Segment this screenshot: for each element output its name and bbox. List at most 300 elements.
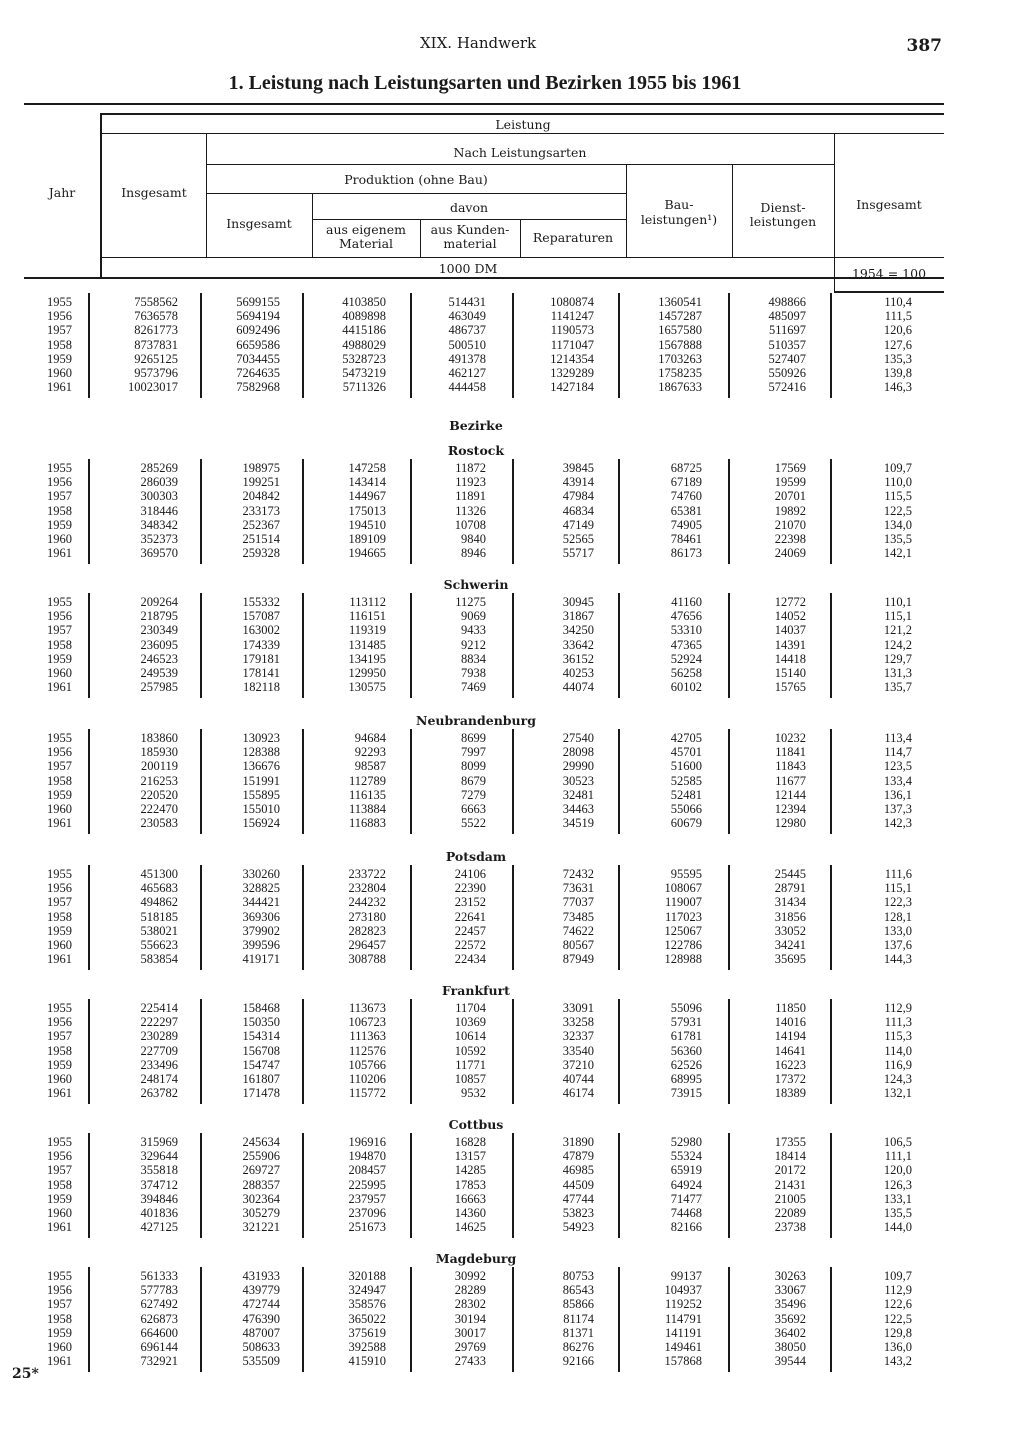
column-divider <box>830 865 832 970</box>
cell-reparaturen: 34250 <box>562 623 594 638</box>
cell-dienstleistungen: 20701 <box>774 489 806 504</box>
cell-eigenem-material: 237957 <box>348 1191 386 1206</box>
col-produktion: Produktion (ohne Bau) <box>344 172 488 187</box>
cell-prod-insgesamt: 171478 <box>242 1086 280 1101</box>
cell-dienstleistungen: 19892 <box>774 503 806 518</box>
cell-bauleistungen: 61781 <box>670 1029 702 1044</box>
cell-reparaturen: 27540 <box>562 731 594 745</box>
cell-index: 115,3 <box>884 1029 912 1044</box>
cell-insgesamt: 329644 <box>140 1149 178 1164</box>
column-divider <box>200 865 202 970</box>
cell-prod-insgesamt: 321221 <box>242 1220 280 1235</box>
cell-dienstleistungen: 35692 <box>774 1311 806 1326</box>
col-bau-line2: leistungen¹) <box>640 212 718 227</box>
cell-bauleistungen: 60679 <box>670 816 702 831</box>
column-divider <box>512 729 514 834</box>
cell-prod-insgesamt: 476390 <box>242 1311 280 1326</box>
cell-year: 1960 <box>47 802 72 816</box>
cell-insgesamt: 7636578 <box>134 309 178 324</box>
cell-eigenem-material: 113884 <box>348 802 386 816</box>
cell-eigenem-material: 129950 <box>348 666 386 680</box>
cell-year: 1955 <box>47 295 72 309</box>
column-divider <box>830 1267 832 1372</box>
cell-index: 114,7 <box>884 745 912 760</box>
cell-insgesamt: 263782 <box>140 1086 178 1101</box>
cell-insgesamt: 494862 <box>140 895 178 910</box>
cell-eigenem-material: 4103850 <box>342 295 386 309</box>
cell-kunden-material: 462127 <box>448 366 486 380</box>
unit-top-rule <box>102 257 944 258</box>
page-number: 387 <box>906 36 942 56</box>
cell-index: 133,0 <box>883 923 912 938</box>
cell-prod-insgesamt: 255906 <box>242 1149 280 1164</box>
cell-insgesamt: 627492 <box>140 1297 178 1312</box>
cell-dienstleistungen: 550926 <box>768 366 806 380</box>
cell-eigenem-material: 194665 <box>348 546 386 561</box>
cell-index: 133,4 <box>883 773 912 788</box>
cell-reparaturen: 30523 <box>562 773 594 788</box>
bezirk-name: Neubrandenburg <box>416 713 536 728</box>
cell-reparaturen: 86543 <box>562 1283 594 1298</box>
column-divider <box>830 459 832 564</box>
cell-bauleistungen: 1657580 <box>658 323 702 338</box>
cell-kunden-material: 10857 <box>454 1072 486 1086</box>
cell-kunden-material: 11326 <box>455 503 486 518</box>
chapter-title: XIX. Handwerk <box>420 34 537 52</box>
cell-prod-insgesamt: 178141 <box>242 666 280 680</box>
cell-eigenem-material: 5473219 <box>342 366 386 380</box>
cell-dienstleistungen: 498866 <box>768 295 806 309</box>
cell-index: 109,7 <box>883 1269 912 1283</box>
cell-year: 1960 <box>47 666 72 680</box>
unit-dm: 1000 DM <box>438 261 498 276</box>
cell-insgesamt: 209264 <box>140 595 178 609</box>
cell-insgesamt: 583854 <box>140 952 178 967</box>
column-divider <box>410 729 412 834</box>
cell-dienstleistungen: 11850 <box>775 1001 806 1015</box>
cell-kunden-material: 7938 <box>461 666 486 680</box>
cell-dienstleistungen: 16223 <box>774 1057 806 1072</box>
cell-kunden-material: 7279 <box>461 787 486 802</box>
cell-index: 106,5 <box>883 1135 912 1149</box>
cell-kunden-material: 10614 <box>454 1029 486 1044</box>
cell-eigenem-material: 225995 <box>348 1177 386 1192</box>
cell-bauleistungen: 55066 <box>670 802 702 816</box>
cell-prod-insgesamt: 198975 <box>242 461 280 475</box>
cell-bauleistungen: 104937 <box>664 1283 702 1298</box>
cell-year: 1959 <box>47 1191 72 1206</box>
cell-kunden-material: 30017 <box>454 1325 486 1340</box>
signature-mark: 25* <box>12 1366 39 1382</box>
cell-reparaturen: 30945 <box>562 595 594 609</box>
cell-year: 1958 <box>47 773 72 788</box>
cell-reparaturen: 87949 <box>562 952 594 967</box>
cell-dienstleistungen: 39544 <box>774 1354 806 1369</box>
cell-bauleistungen: 57931 <box>670 1015 702 1030</box>
cell-index: 120,0 <box>883 1163 912 1178</box>
cell-reparaturen: 28098 <box>562 745 594 760</box>
cell-kunden-material: 16828 <box>454 1135 486 1149</box>
cell-bauleistungen: 1457287 <box>658 309 702 324</box>
col-reparaturen: Reparaturen <box>532 230 614 245</box>
column-divider <box>728 1267 730 1372</box>
cell-eigenem-material: 175013 <box>348 503 386 518</box>
cell-dienstleistungen: 18389 <box>774 1086 806 1101</box>
cell-kunden-material: 11771 <box>455 1057 486 1072</box>
cell-index: 139,8 <box>883 366 912 380</box>
cell-insgesamt: 200119 <box>140 759 178 774</box>
cell-dienstleistungen: 30263 <box>774 1269 806 1283</box>
cell-dienstleistungen: 12980 <box>774 816 806 831</box>
cell-reparaturen: 32337 <box>562 1029 594 1044</box>
cell-kunden-material: 13157 <box>454 1149 486 1164</box>
cell-prod-insgesamt: 155332 <box>242 595 280 609</box>
bezirke-heading: Bezirke <box>449 418 503 433</box>
unit-bottom-rule <box>24 277 944 279</box>
dienst-divider <box>834 134 835 257</box>
cell-index: 144,0 <box>883 1220 912 1235</box>
column-divider <box>618 459 620 564</box>
cell-bauleistungen: 64924 <box>670 1177 702 1192</box>
cell-insgesamt: 246523 <box>140 651 178 666</box>
cell-eigenem-material: 273180 <box>348 909 386 924</box>
cell-year: 1956 <box>47 1283 72 1298</box>
cell-reparaturen: 44509 <box>562 1177 594 1192</box>
cell-eigenem-material: 233722 <box>348 867 386 881</box>
cell-kunden-material: 8679 <box>461 773 486 788</box>
cell-kunden-material: 11872 <box>455 461 486 475</box>
cell-dienstleistungen: 12144 <box>774 787 806 802</box>
cell-insgesamt: 248174 <box>140 1072 178 1086</box>
cell-prod-insgesamt: 179181 <box>242 651 280 666</box>
cell-prod-insgesamt: 7034455 <box>236 351 280 366</box>
cell-index: 136,0 <box>883 1340 912 1354</box>
cell-prod-insgesamt: 5694194 <box>236 309 280 324</box>
column-divider <box>200 459 202 564</box>
cell-bauleistungen: 117023 <box>664 909 702 924</box>
cell-eigenem-material: 375619 <box>348 1325 386 1340</box>
cell-bauleistungen: 42705 <box>670 731 702 745</box>
column-divider <box>618 1267 620 1372</box>
cell-insgesamt: 626873 <box>140 1311 178 1326</box>
cell-reparaturen: 34519 <box>562 816 594 831</box>
cell-eigenem-material: 194870 <box>348 1149 386 1164</box>
cell-year: 1956 <box>47 609 72 624</box>
cell-reparaturen: 33091 <box>562 1001 594 1015</box>
cell-bauleistungen: 55096 <box>670 1001 702 1015</box>
cell-bauleistungen: 71477 <box>670 1191 702 1206</box>
cell-index: 122,3 <box>883 895 912 910</box>
table-header <box>24 103 944 293</box>
cell-bauleistungen: 149461 <box>664 1340 702 1354</box>
cell-year: 1959 <box>47 1057 72 1072</box>
cell-prod-insgesamt: 330260 <box>242 867 280 881</box>
cell-kunden-material: 463049 <box>448 309 486 324</box>
cell-bauleistungen: 45701 <box>670 745 702 760</box>
cell-eigenem-material: 113673 <box>348 1001 386 1015</box>
cell-bauleistungen: 114791 <box>664 1311 702 1326</box>
cell-eigenem-material: 5711326 <box>342 380 386 395</box>
cell-insgesamt: 300303 <box>140 489 178 504</box>
cell-insgesamt: 257985 <box>140 680 178 695</box>
cell-eigenem-material: 116151 <box>348 609 386 624</box>
cell-index: 137,3 <box>883 802 912 816</box>
cell-year: 1958 <box>47 337 72 352</box>
cell-year: 1959 <box>47 351 72 366</box>
column-divider <box>728 593 730 698</box>
cell-eigenem-material: 282823 <box>348 923 386 938</box>
column-divider <box>200 593 202 698</box>
cell-kunden-material: 9532 <box>461 1086 486 1101</box>
cell-kunden-material: 5522 <box>461 816 486 831</box>
cell-prod-insgesamt: 151991 <box>242 773 280 788</box>
col-jahr: Jahr <box>48 185 76 200</box>
column-divider <box>512 459 514 564</box>
cell-reparaturen: 46174 <box>562 1086 594 1101</box>
cell-kunden-material: 22641 <box>454 909 486 924</box>
col-nach-leistungsarten: Nach Leistungsarten <box>453 145 587 160</box>
cell-eigenem-material: 4089898 <box>342 309 386 324</box>
column-divider <box>410 1133 412 1238</box>
column-divider <box>302 729 304 834</box>
cell-bauleistungen: 60102 <box>670 680 702 695</box>
cell-year: 1958 <box>47 1311 72 1326</box>
cell-year: 1955 <box>47 731 72 745</box>
cell-dienstleistungen: 34241 <box>774 938 806 952</box>
cell-eigenem-material: 208457 <box>348 1163 386 1178</box>
cell-index: 122,5 <box>883 503 912 518</box>
cell-kunden-material: 7469 <box>461 680 486 695</box>
cell-insgesamt: 518185 <box>140 909 178 924</box>
cell-eigenem-material: 358576 <box>348 1297 386 1312</box>
cell-dienstleistungen: 23738 <box>774 1220 806 1235</box>
column-divider <box>728 1133 730 1238</box>
cell-year: 1957 <box>47 1029 72 1044</box>
cell-reparaturen: 32481 <box>562 787 594 802</box>
cell-eigenem-material: 415910 <box>348 1354 386 1369</box>
column-divider <box>410 1267 412 1372</box>
cell-bauleistungen: 65919 <box>670 1163 702 1178</box>
cell-reparaturen: 37210 <box>562 1057 594 1072</box>
cell-insgesamt: 7558562 <box>134 295 178 309</box>
cell-index: 123,5 <box>883 759 912 774</box>
cell-kunden-material: 11704 <box>455 1001 486 1015</box>
cell-index: 127,6 <box>883 337 912 352</box>
cell-bauleistungen: 47365 <box>670 637 702 652</box>
column-divider <box>728 459 730 564</box>
cell-dienstleistungen: 511697 <box>768 323 806 338</box>
cell-bauleistungen: 53310 <box>670 623 702 638</box>
cell-year: 1956 <box>47 1015 72 1030</box>
cell-kunden-material: 10369 <box>454 1015 486 1030</box>
cell-bauleistungen: 74905 <box>670 517 702 532</box>
cell-kunden-material: 22572 <box>454 938 486 952</box>
cell-kunden-material: 9433 <box>461 623 486 638</box>
bezirk-name: Cottbus <box>448 1117 504 1132</box>
cell-year: 1957 <box>47 1297 72 1312</box>
column-divider <box>410 999 412 1104</box>
cell-reparaturen: 1329289 <box>550 366 594 380</box>
column-divider <box>512 999 514 1104</box>
cell-kunden-material: 22457 <box>454 923 486 938</box>
cell-reparaturen: 73631 <box>562 881 594 896</box>
cell-prod-insgesamt: 204842 <box>242 489 280 504</box>
cell-kunden-material: 22434 <box>454 952 486 967</box>
cell-reparaturen: 53823 <box>562 1206 594 1220</box>
cell-kunden-material: 28289 <box>454 1283 486 1298</box>
cell-insgesamt: 10023017 <box>128 380 178 395</box>
cell-prod-insgesamt: 269727 <box>242 1163 280 1178</box>
column-divider <box>200 729 202 834</box>
cell-dienstleistungen: 10232 <box>774 731 806 745</box>
cell-prod-insgesamt: 7582968 <box>236 380 280 395</box>
cell-kunden-material: 8099 <box>461 759 486 774</box>
cell-reparaturen: 52565 <box>562 532 594 546</box>
cell-bauleistungen: 95595 <box>670 867 702 881</box>
cell-year: 1958 <box>47 637 72 652</box>
cell-index: 129,8 <box>883 1325 912 1340</box>
cell-kunden-material: 28302 <box>454 1297 486 1312</box>
cell-bauleistungen: 141191 <box>664 1325 702 1340</box>
cell-kunden-material: 30194 <box>454 1311 486 1326</box>
cell-dienstleistungen: 33067 <box>774 1283 806 1298</box>
cell-dienstleistungen: 36402 <box>774 1325 806 1340</box>
cell-insgesamt: 225414 <box>140 1001 178 1015</box>
cell-dienstleistungen: 19599 <box>774 475 806 490</box>
column-divider <box>830 729 832 834</box>
cell-year: 1955 <box>47 1001 72 1015</box>
cell-index: 115,1 <box>884 881 912 896</box>
column-divider <box>302 1133 304 1238</box>
cell-kunden-material: 11923 <box>455 475 486 490</box>
top-rule <box>24 103 944 105</box>
cell-year: 1960 <box>47 938 72 952</box>
cell-index: 116,9 <box>884 1057 912 1072</box>
cell-prod-insgesamt: 472744 <box>242 1297 280 1312</box>
column-divider <box>200 1267 202 1372</box>
column-divider <box>512 1267 514 1372</box>
leistung-top-rule <box>102 113 944 115</box>
cell-kunden-material: 491378 <box>448 351 486 366</box>
cell-kunden-material: 11275 <box>455 595 486 609</box>
cell-insgesamt: 220520 <box>140 787 178 802</box>
cell-bauleistungen: 55324 <box>670 1149 702 1164</box>
cell-reparaturen: 34463 <box>562 802 594 816</box>
cell-insgesamt: 9265125 <box>134 351 178 366</box>
cell-bauleistungen: 62526 <box>670 1057 702 1072</box>
column-divider <box>410 293 412 398</box>
cell-index: 135,5 <box>883 532 912 546</box>
unit-index: 1954 = 100 <box>851 266 927 281</box>
column-divider <box>618 1133 620 1238</box>
cell-dienstleistungen: 24069 <box>774 546 806 561</box>
cell-insgesamt: 233496 <box>140 1057 178 1072</box>
cell-year: 1961 <box>47 680 72 695</box>
cell-index: 135,3 <box>883 351 912 366</box>
cell-bauleistungen: 99137 <box>670 1269 702 1283</box>
cell-reparaturen: 47744 <box>562 1191 594 1206</box>
cell-bauleistungen: 52481 <box>670 787 702 802</box>
column-divider <box>618 999 620 1104</box>
cell-bauleistungen: 52585 <box>670 773 702 788</box>
cell-reparaturen: 46985 <box>562 1163 594 1178</box>
cell-eigenem-material: 392588 <box>348 1340 386 1354</box>
cell-bauleistungen: 56360 <box>670 1043 702 1058</box>
cell-prod-insgesamt: 419171 <box>242 952 280 967</box>
cell-prod-insgesamt: 7264635 <box>236 366 280 380</box>
cell-eigenem-material: 143414 <box>348 475 386 490</box>
cell-dienstleistungen: 28791 <box>774 881 806 896</box>
cell-eigenem-material: 5328723 <box>342 351 386 366</box>
cell-reparaturen: 85866 <box>562 1297 594 1312</box>
cell-bauleistungen: 51600 <box>670 759 702 774</box>
column-divider <box>302 293 304 398</box>
cell-index: 110,4 <box>884 295 912 309</box>
cell-kunden-material: 30992 <box>454 1269 486 1283</box>
cell-eigenem-material: 110206 <box>348 1072 386 1086</box>
column-divider <box>200 293 202 398</box>
cell-dienstleistungen: 12394 <box>774 802 806 816</box>
cell-insgesamt: 465683 <box>140 881 178 896</box>
cell-kunden-material: 444458 <box>448 380 486 395</box>
cell-year: 1956 <box>47 881 72 896</box>
cell-eigenem-material: 324947 <box>348 1283 386 1298</box>
cell-reparaturen: 47149 <box>562 517 594 532</box>
cell-kunden-material: 14360 <box>454 1206 486 1220</box>
cell-prod-insgesamt: 156708 <box>242 1043 280 1058</box>
cell-year: 1961 <box>47 380 72 395</box>
cell-dienstleistungen: 14016 <box>774 1015 806 1030</box>
cell-reparaturen: 39845 <box>562 461 594 475</box>
column-divider <box>728 999 730 1104</box>
cell-eigenem-material: 232804 <box>348 881 386 896</box>
cell-reparaturen: 33642 <box>562 637 594 652</box>
column-divider <box>618 729 620 834</box>
produktion-rule <box>206 193 626 194</box>
column-divider <box>830 593 832 698</box>
cell-insgesamt: 369570 <box>140 546 178 561</box>
cell-reparaturen: 1171047 <box>550 337 594 352</box>
col-eigenem-line2: Material <box>338 236 394 251</box>
cell-reparaturen: 46834 <box>562 503 594 518</box>
cell-year: 1960 <box>47 532 72 546</box>
column-divider <box>88 593 90 698</box>
cell-insgesamt: 185930 <box>140 745 178 760</box>
cell-index: 115,1 <box>884 609 912 624</box>
cell-prod-insgesamt: 439779 <box>242 1283 280 1298</box>
cell-prod-insgesamt: 199251 <box>242 475 280 490</box>
cell-bauleistungen: 119252 <box>664 1297 702 1312</box>
cell-insgesamt: 318446 <box>140 503 178 518</box>
cell-dienstleistungen: 14037 <box>774 623 806 638</box>
cell-year: 1961 <box>47 1086 72 1101</box>
cell-year: 1959 <box>47 923 72 938</box>
cell-eigenem-material: 244232 <box>348 895 386 910</box>
cell-dienstleistungen: 21005 <box>774 1191 806 1206</box>
cell-prod-insgesamt: 379902 <box>242 923 280 938</box>
cell-year: 1958 <box>47 1043 72 1058</box>
cell-bauleistungen: 73915 <box>670 1086 702 1101</box>
cell-bauleistungen: 1758235 <box>658 366 702 380</box>
cell-year: 1961 <box>47 546 72 561</box>
cell-year: 1960 <box>47 1206 72 1220</box>
cell-eigenem-material: 92293 <box>354 745 386 760</box>
cell-insgesamt: 286039 <box>140 475 178 490</box>
cell-insgesamt: 374712 <box>140 1177 178 1192</box>
cell-prod-insgesamt: 251514 <box>242 532 280 546</box>
cell-index: 111,3 <box>884 1015 912 1030</box>
cell-reparaturen: 54923 <box>562 1220 594 1235</box>
